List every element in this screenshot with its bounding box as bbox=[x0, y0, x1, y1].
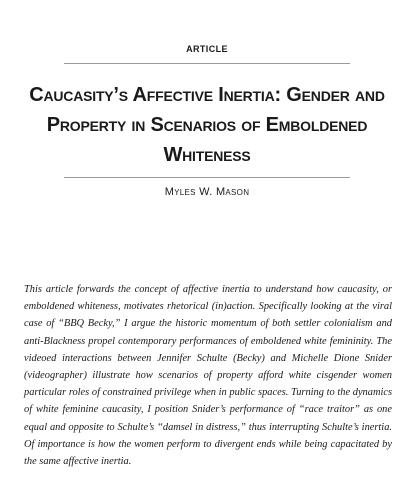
top-divider bbox=[64, 63, 350, 64]
article-type-label: ARTICLE bbox=[186, 44, 228, 54]
abstract-text: This article forwards the concept of affective inertia to understand how caucasity, or emboldened whiteness, motivates rhetorical (in)action. Specifically looking at the viral case of “BBQ Becky,” I argue the historic momentum of both settler colonialism and anti-Blackness propel contemporary performances of emboldened white femininity. The videoed interactions between Jennifer Schulte (Becky) and Michelle Dione Snider (videographer) illustrate how scenarios of property afford white cisgender women particular roles of constrained privilege when in public spaces. Turning to the dynamics of white feminine caucasity, I position Snider’s performance of “race traitor” as one equal and opposite to Schulte’s “damsel in distress,” thus interrupting Schulte’s inertia. Of importance is how the women perform to divergent ends while being capacitated by the same affective inertia. bbox=[24, 284, 392, 468]
author-name: Myles W. Mason bbox=[164, 186, 250, 198]
bottom-divider bbox=[64, 177, 350, 178]
article-title: Caucasity’s Affective Inertia: Gender and Property in Scenarios of Emboldened Whiteness bbox=[29, 84, 385, 166]
